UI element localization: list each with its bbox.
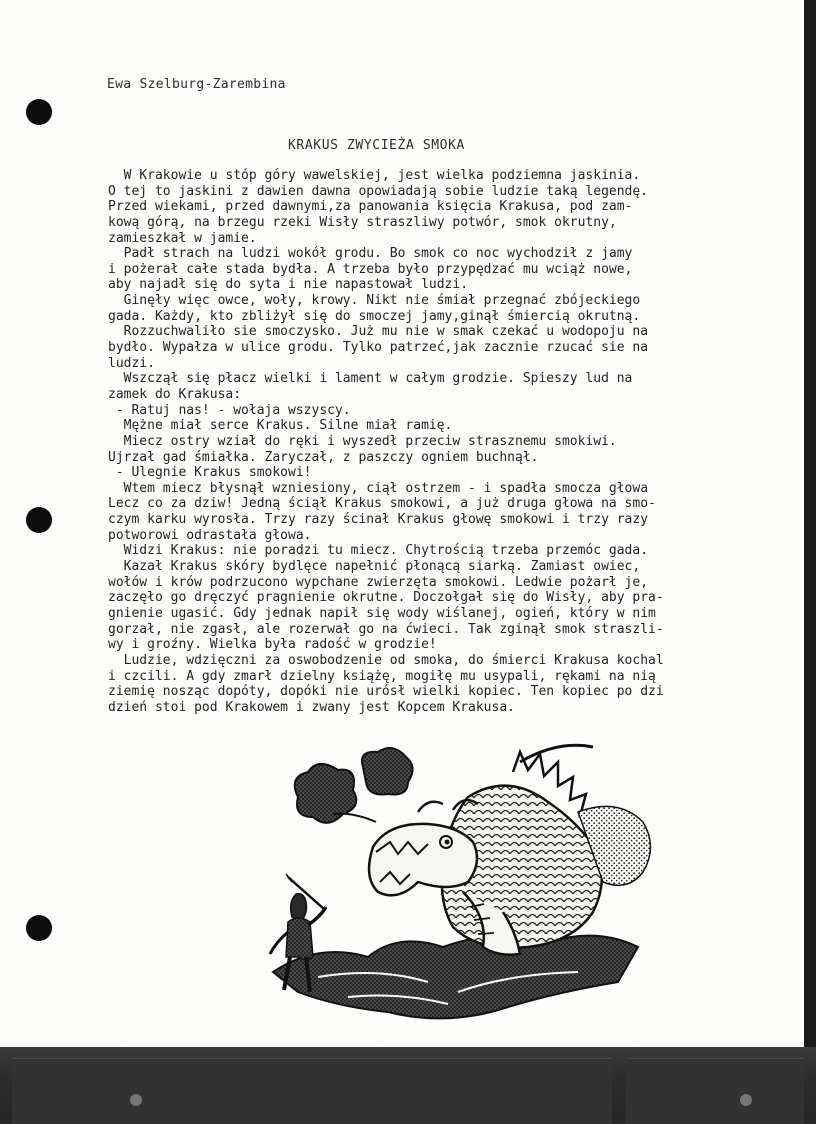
- story-line: O tej to jaskini z dawien dawna opowiadają sobie ludzie taką legendę.: [108, 183, 649, 199]
- scanner-screw: [740, 1094, 752, 1106]
- story-line: - Ratuj nas! - wołaja wszyscy.: [108, 402, 351, 418]
- author-name: Ewa Szelburg-Zarembina: [107, 77, 286, 92]
- story-line: dzień stoi pod Krakowem i zwany jest Kopcem Krakusa.: [108, 699, 515, 715]
- story-line: Wszczął się płacz wielki i lament w całym grodzie. Spieszy lud na: [108, 371, 633, 387]
- scanner-bed-panel-left: [12, 1058, 612, 1124]
- story-line: ludzi.: [108, 355, 155, 371]
- story-line: Przed wiekami, przed dawnymi,za panowania księcia Krakusa, pod zam-: [108, 199, 633, 215]
- story-line: Ginęły więc owce, woły, krowy. Nikt nie śmiał przegnać zbójeckiego: [108, 293, 641, 309]
- story-line: Mężne miał serce Krakus. Silne miał ramię.: [108, 418, 453, 434]
- story-line: Ujrzał gad śmiałka. Zaryczał, z paszczy ogniem buchnął.: [108, 449, 539, 465]
- story-text: [108, 168, 808, 715]
- story-line: i pożerał całe stada bydła. A trzeba było przypędzać mu wciąż nowe,: [108, 261, 633, 277]
- story-line: Ludzie, wdzięczni za oswobodzenie od smoka, do śmierci Krakusa kochal: [108, 652, 664, 668]
- story-line: Kazał Krakus skóry bydlęce napełnić płonącą siarką. Zamiast owiec,: [108, 559, 641, 575]
- story-line: - Ulegnie Krakus smokowi!: [108, 465, 312, 481]
- dragon-illustration: [258, 742, 658, 1027]
- punch-hole-bottom: [26, 915, 52, 941]
- story-line: Widzi Krakus: nie poradzi tu miecz. Chytrością trzeba przemóc gada.: [108, 543, 649, 559]
- story-line: gnienie ugasić. Gdy jednak napił się wody wiślanej, ogień, który w nim: [108, 605, 656, 621]
- story-line: potworowi odrastała głowa.: [108, 527, 312, 543]
- punch-hole-top: [26, 99, 52, 125]
- story-line: gada. Każdy, kto zbliżył się do smoczej jamy,ginął śmiercią okrutną.: [108, 308, 641, 324]
- story-line: zamek do Krakusa:: [108, 386, 242, 402]
- story-line: Miecz ostry wział do ręki i wyszedł przeciw strasznemu smokiwi.: [108, 433, 617, 449]
- story-line: wy i groźny. Wielka była radość w grodzie!: [108, 637, 437, 653]
- story-line: i czcili. A gdy zmarł dzielny książę, mogiłę mu usypali, rękami na nią: [108, 668, 656, 684]
- story-line: wołów i krów podrzucono wypchane zwierzęta smokowi. Ledwie pożarł je,: [108, 574, 649, 590]
- story-line: Lecz co za dziw! Jedną ściął Krakus smokowi, a już druga głowa na smo-: [108, 496, 656, 512]
- story-line: Wtem miecz błysnął wzniesiony, ciął ostrzem - i spadła smocza głowa: [108, 480, 649, 496]
- scanner-bed-panel-right: [626, 1058, 804, 1124]
- story-line: kową górą, na brzegu rzeki Wisły straszliwy potwór, smok okrutny,: [108, 214, 617, 230]
- scanner-screw: [130, 1094, 142, 1106]
- story-title: KRAKUS ZWYCIEŻA SMOKA: [288, 138, 465, 153]
- story-line: aby najadł się do syta i nie napastował ludzi.: [108, 277, 469, 293]
- story-line: bydło. Wypałza w ulice grodu. Tylko patrzeć,jak zacznie rzucać sie na: [108, 340, 649, 356]
- story-line: ziemię nosząc dopóty, dopóki nie urósł wielki kopiec. Ten kopiec po dzi: [108, 684, 664, 700]
- story-line: gorzał, nie zgasł, ale rozerwał go na ćwieci. Tak zginął smok straszli-: [108, 621, 664, 637]
- story-line: Rozzuchwaliło sie smoczysko. Już mu nie w smak czekać u wodopoju na: [108, 324, 649, 340]
- story-line: W Krakowie u stóp góry wawelskiej, jest wielka podziemna jaskinia.: [108, 168, 641, 183]
- story-line: zamieszkał w jamie.: [108, 230, 257, 246]
- story-line: zaczęło go dręczyć pragnienie okrutne. Doczołgał się do Wisły, aby pra-: [108, 590, 664, 606]
- punch-hole-middle: [26, 507, 52, 533]
- story-line: czym karku wyrosła. Trzy razy ścinał Krakus głowę smokowi i trzy razy: [108, 512, 649, 528]
- story-line: Padł strach na ludzi wokół grodu. Bo smok co noc wychodził z jamy: [108, 246, 633, 262]
